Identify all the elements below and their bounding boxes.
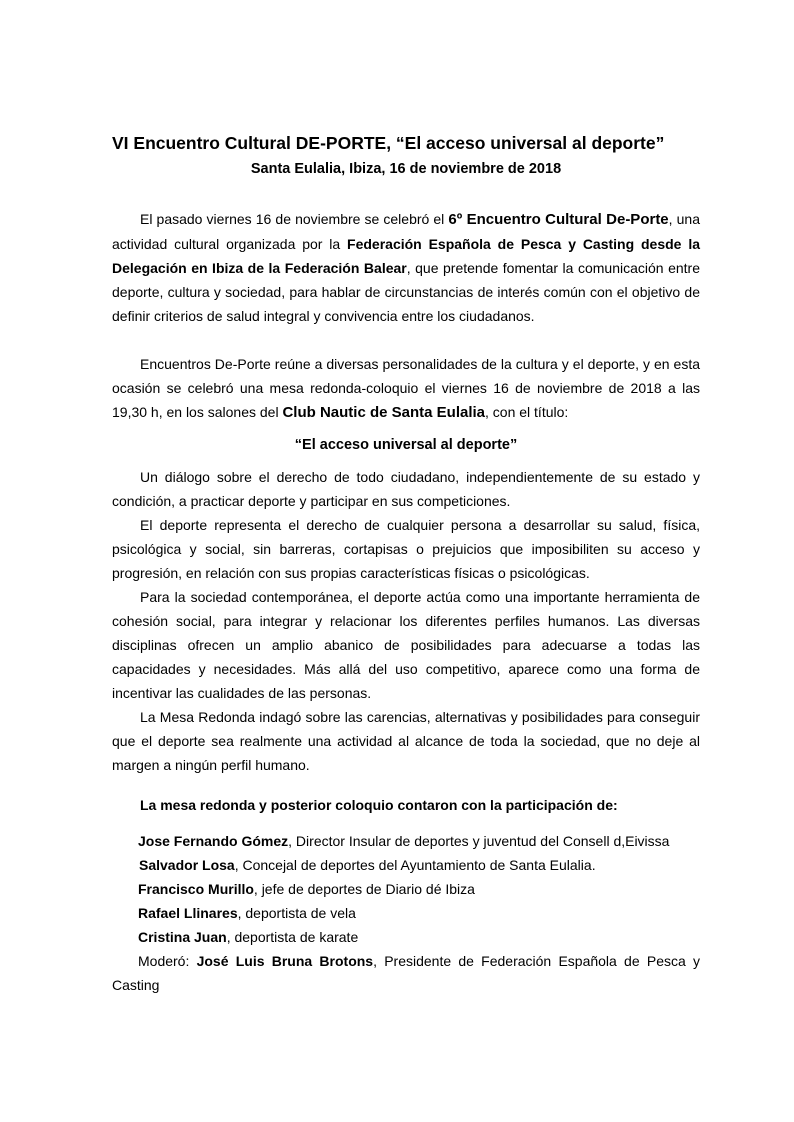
talk-title: “El acceso universal al deporte” [294, 437, 518, 453]
participant-name: Jose Fernando Gómez [138, 833, 289, 849]
moderator-role: , Presidente de Federación Española de Pesca y Casting [112, 953, 701, 993]
participant-name: Salvador Losa [139, 857, 235, 873]
participant-role: , jefe de deportes de Diario dé Ibiza [253, 881, 475, 897]
text-run: , con el título: [485, 404, 569, 420]
participant-item [138, 901, 700, 925]
paragraph-intro [112, 207, 700, 328]
participant-item [138, 877, 700, 901]
moderator-prefix: Moderó: [138, 953, 197, 969]
participant-name: Cristina Juan [138, 929, 227, 945]
participants-intro: La mesa redonda y posterior coloquio contaron con la participación de: [140, 797, 618, 813]
participants-list [112, 829, 700, 949]
text-run: El pasado viernes 16 de noviembre se celebró el [140, 211, 449, 227]
paragraph-venue [112, 352, 700, 425]
participant-role: , Concejal de deportes del Ayuntamiento de Santa Eulalia. [234, 857, 596, 873]
paragraph-society: Para la sociedad contemporánea, el deporte actúa como una importante herramienta de cohesión social, para integrar y relacionar los diferentes perfiles humanos. Las diversas disciplinas ofrecen un amplio abanico de posibilidades para adecuarse a todas las capacidades y necesidades. Más allá del uso competitivo, aparece como una forma de incentivar las cualidades de las personas. [112, 589, 700, 701]
participant-item [138, 853, 700, 877]
participant-item [138, 925, 700, 949]
participant-role: , deportista de vela [237, 905, 356, 921]
text-run: , una actividad cultural organizada por la [112, 211, 700, 252]
participant-role: , deportista de karate [226, 929, 359, 945]
paragraph-dialogue: Un diálogo sobre el derecho de todo ciudadano, independientemente de su estado y condición, a practicar deporte y participar en sus competiciones. [112, 469, 700, 509]
moderator-name: José Luis Bruna Brotons [196, 953, 374, 969]
paragraph-roundtable: La Mesa Redonda indagó sobre las carencias, alternativas y posibilidades para conseguir que el deporte sea realmente una actividad al alcance de toda la sociedad, que no deje al margen a ningún perfil humano. [112, 709, 700, 773]
text-run: , que pretende fomentar la comunicación entre deporte, cultura y sociedad, para hablar de circunstancias de interés común con el objetivo de definir criterios de salud integral y convivencia entre los ciudadanos. [112, 260, 700, 324]
participant-name: Rafael Llinares [138, 905, 238, 921]
document-title: VI Encuentro Cultural DE-PORTE, “El acceso universal al deporte” [112, 133, 665, 153]
text-run: Encuentros De-Porte reúne a diversas personalidades de la cultura y el deporte, y en esta ocasión se celebró una mesa redonda-coloquio el viernes 16 de noviembre de 2018 a las 19,30 h, en los salones del [112, 356, 700, 420]
moderator-line [112, 949, 700, 997]
document-subtitle: Santa Eulalia, Ibiza, 16 de noviembre de 2018 [250, 161, 562, 177]
spacer [112, 328, 700, 352]
participant-name: Francisco Murillo [138, 881, 254, 897]
organizer-name: Federación Española de Pesca y Casting desde la Delegación en Ibiza de la Federación Balear [112, 236, 700, 276]
event-name: 6º Encuentro Cultural De-Porte [448, 211, 669, 228]
paragraph-right: El deporte representa el derecho de cualquier persona a desarrollar su salud, física, psicológica y social, sin barreras, cortapisas o prejuicios que imposibiliten su acceso y progresión, en relación con sus propias características físicas o psicológicas. [112, 517, 700, 581]
participant-role: , Director Insular de deportes y juventud del Consell d,Eivissa [288, 833, 670, 849]
venue-name: Club Nautic de Santa Eulalia [282, 404, 486, 421]
participant-item [138, 829, 700, 853]
document-page [112, 131, 700, 997]
